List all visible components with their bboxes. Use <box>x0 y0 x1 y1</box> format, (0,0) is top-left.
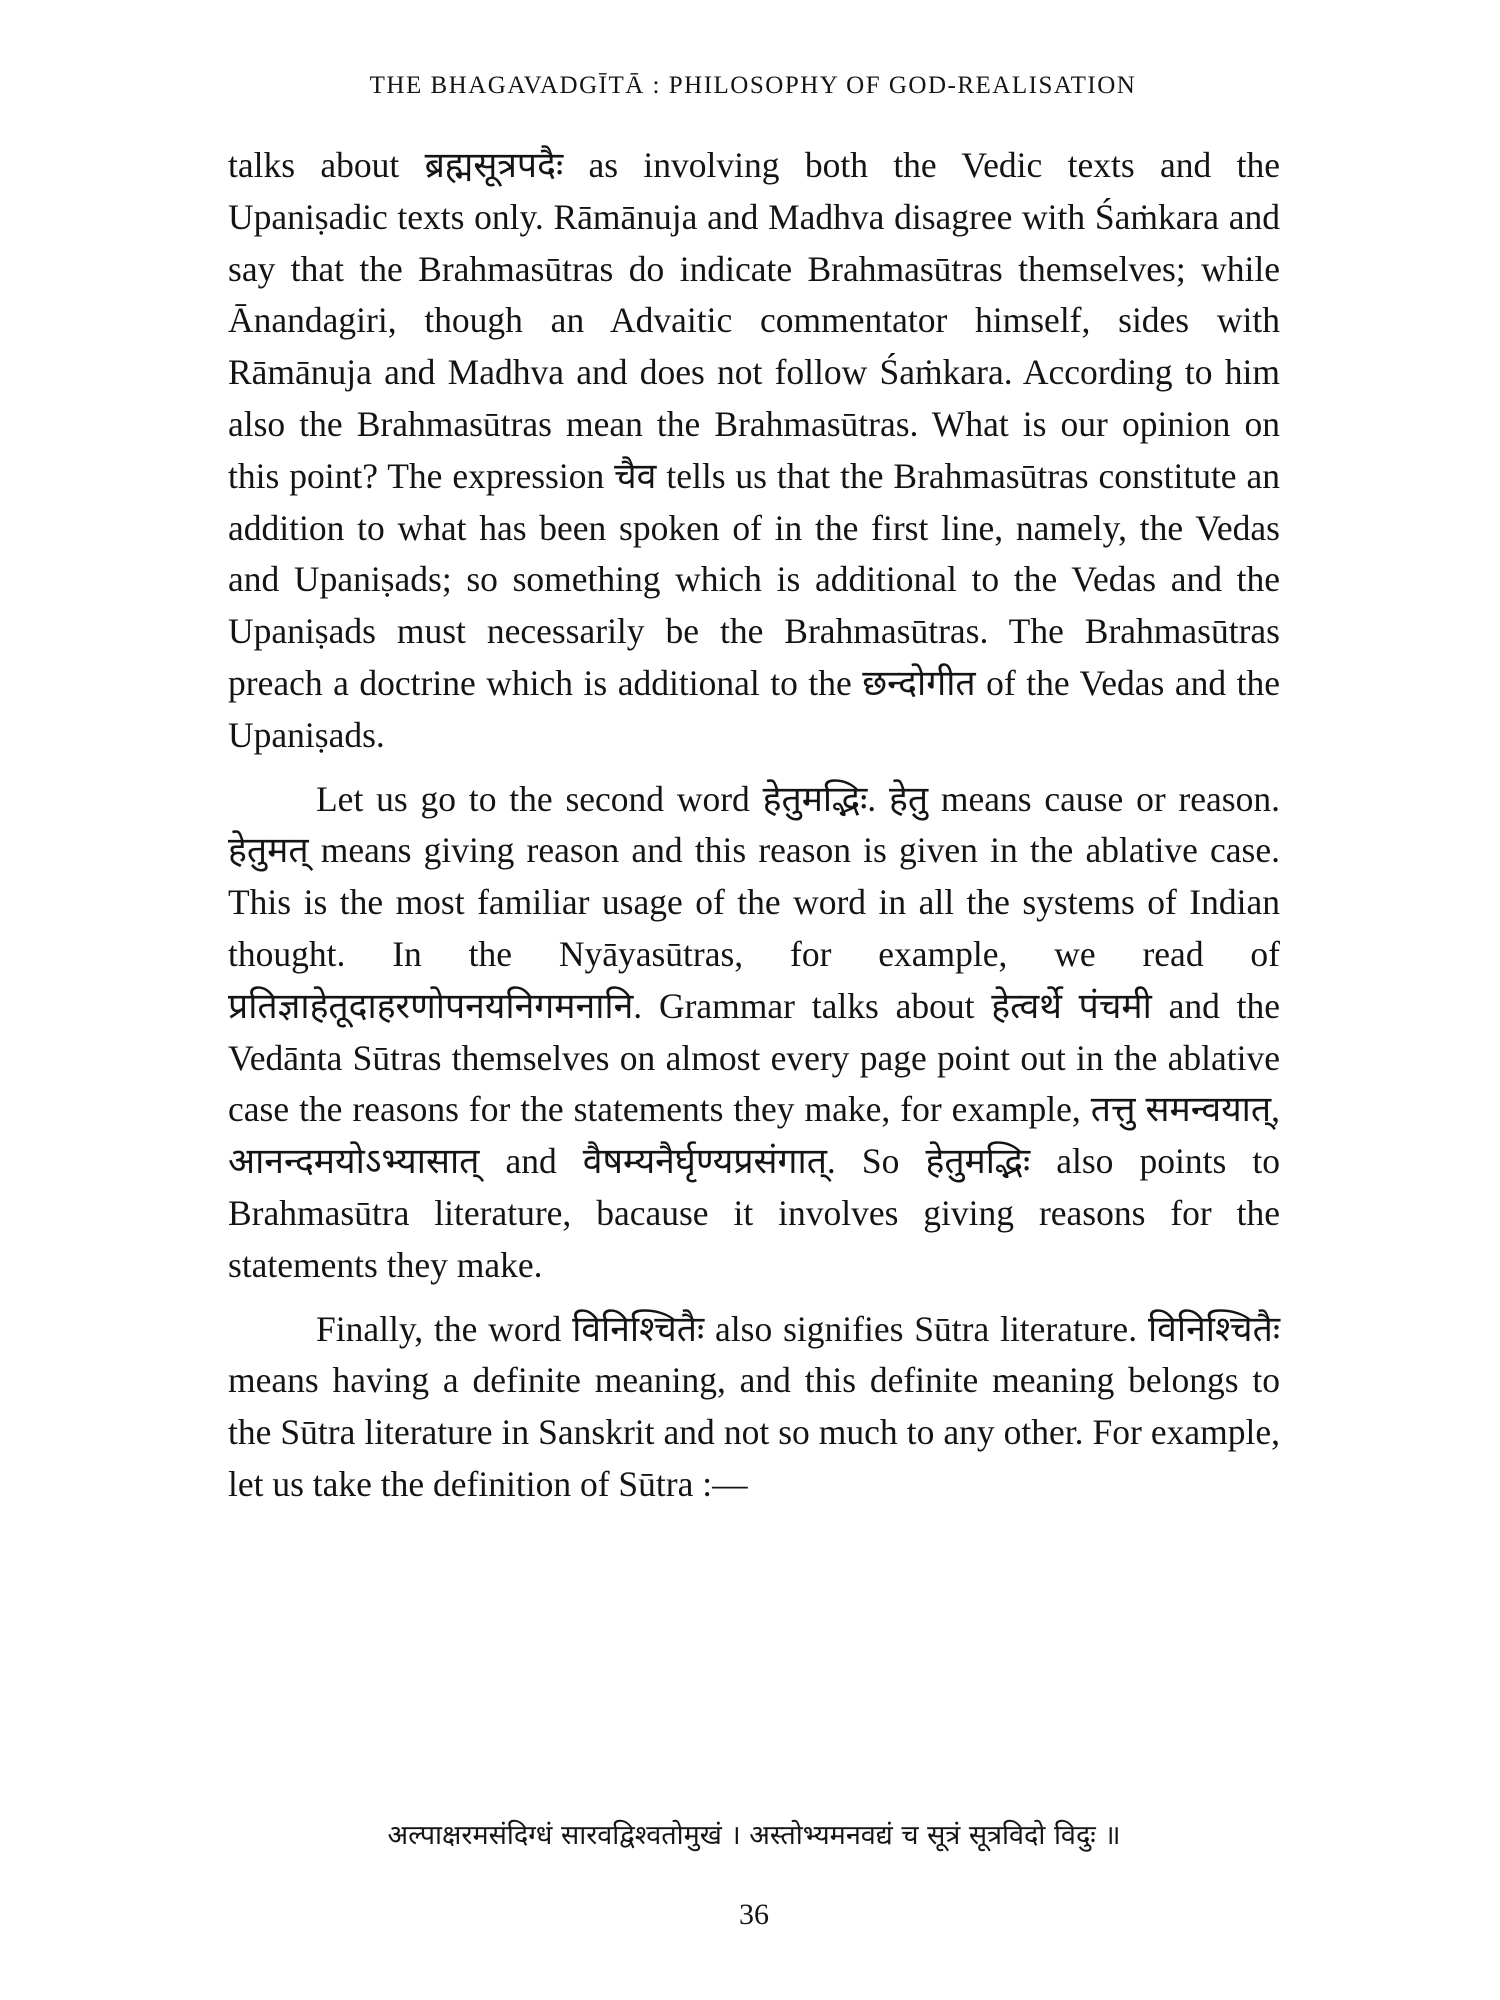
page-number: 36 <box>739 1898 769 1931</box>
body-text <box>228 140 1280 1511</box>
running-head: THE BHAGAVADGĪTĀ : PHILOSOPHY OF GOD-REALISATION <box>369 72 1137 99</box>
paragraph-2: Let us go to the second word हेतुमद्भिः. हेतु means cause or reason. हेतुमत् means giving reason and this reason is given in the ablative case. This is the most familiar usage of the word in all the systems of Indian thought. In the Nyāyasūtras, for example, we read of प्रतिज्ञाहेतूदाहरणोपनयनिगमनानि. Grammar talks about हेत्वर्थे पंचमी and the Vedānta Sūtras themselves on almost every page point out in the ablative case the reasons for the statements they make, for example, तत्तु समन्वयात्, आनन्दमयोऽभ्यासात् and वैषम्यनैर्घृण्यप्रसंगात्. So हेतुमद्भिः also points to Brahmasūtra literature, bacause it involves giving reasons for the statements they make. <box>228 778 1280 1285</box>
sanskrit-verse: अल्पाक्षरमसंदिग्धं सारवद्विश्वतोमुखं । अस्तोभ्यमनवद्यं च सूत्रं सूत्रविदो विदुः ॥ <box>387 1820 1121 1851</box>
paragraph-3: Finally, the word विनिश्चितैः also signifies Sūtra literature. विनिश्चितैः means having a definite meaning, and this definite meaning belongs to the Sūtra literature in Sanskrit and not so much to any other. For example, let us take the definition of Sūtra :— <box>228 1308 1280 1504</box>
paragraph-1: talks about ब्रह्मसूत्रपदैः as involving both the Vedic texts and the Upaniṣadic texts only. Rāmānuja and Madhva disagree with Śaṁkara and say that the Brahmasūtras do indicate Brahmasūtras themselves; while Ānandagiri, though an Advaitic commentator himself, sides with Rāmānuja and Madhva and does not follow Śaṁkara. According to him also the Brahmasūtras mean the Brahmasūtras. What is our opinion on this point? The expression चैव tells us that the Brahmasūtras constitute an addition to what has been spoken of in the first line, namely, the Vedas and Upaniṣads; so something which is additional to the Vedas and the Upaniṣads must necessarily be the Brahmasūtras. The Brahmasūtras preach a doctrine which is additional to the छन्दोगीत of the Vedas and the Upaniṣads. <box>228 145 1280 755</box>
